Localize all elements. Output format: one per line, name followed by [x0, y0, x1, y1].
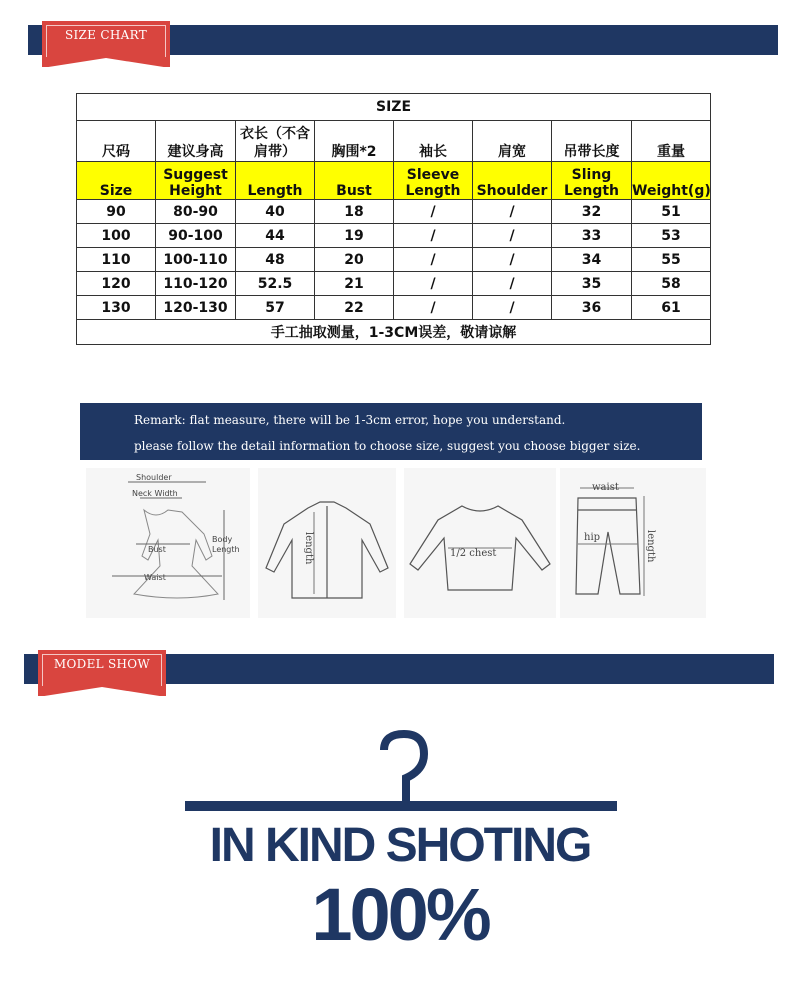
shirt-icon: [258, 468, 396, 618]
table-cell: /: [473, 224, 552, 248]
table-cell: 35: [552, 272, 632, 296]
hanger-icon: [370, 728, 450, 806]
dress-bust-label: Bust: [148, 545, 166, 554]
dress-measure-diagram: [86, 468, 250, 618]
table-cell: 48: [236, 248, 315, 272]
pants-length-label: length: [645, 530, 656, 563]
cn-header: 尺码: [77, 121, 156, 162]
size-table: [76, 93, 710, 346]
table-cell: 33: [552, 224, 632, 248]
size-chart-label: SIZE CHART: [64, 28, 147, 42]
table-cell: 20: [315, 248, 394, 272]
table-cell: 22: [315, 296, 394, 320]
pants-measure-diagram: [560, 468, 706, 618]
en-header: Sling Length: [552, 162, 632, 200]
cn-header: 胸围*2: [315, 121, 394, 162]
en-header: Size: [77, 162, 156, 200]
table-cell: /: [473, 248, 552, 272]
table-cell: 40: [236, 200, 315, 224]
en-header: Weight(g): [632, 162, 711, 200]
sweater-icon: [404, 468, 556, 618]
hanger-bar: [185, 801, 617, 811]
dress-neck-label: Neck Width: [132, 489, 178, 498]
table-cell: 110: [77, 248, 156, 272]
table-cell: 21: [315, 272, 394, 296]
table-cell: 57: [236, 296, 315, 320]
table-cell: 34: [552, 248, 632, 272]
table-cell: 52.5: [236, 272, 315, 296]
table-cell: 90: [77, 200, 156, 224]
table-cell: /: [394, 272, 473, 296]
hero-title: IN KIND SHOTING: [209, 819, 591, 872]
size-chart-ribbon: [42, 21, 170, 67]
size-chart-banner: [28, 25, 778, 55]
table-cell: 18: [315, 200, 394, 224]
shirt-measure-diagram: [258, 468, 396, 618]
table-row: [77, 200, 711, 224]
table-cell: 51: [632, 200, 711, 224]
en-header: Length: [236, 162, 315, 200]
table-cell: /: [394, 296, 473, 320]
en-header: Shoulder: [473, 162, 552, 200]
shirt-length-label: length: [303, 532, 314, 565]
model-show-label: MODEL SHOW: [53, 657, 151, 671]
sweater-measure-diagram: [404, 468, 556, 618]
en-header: Suggest Height: [156, 162, 236, 200]
cn-header: 衣长（不含肩带）: [236, 121, 315, 162]
table-row: [77, 224, 711, 248]
table-cell: 120: [77, 272, 156, 296]
table-cell: /: [394, 200, 473, 224]
cn-header: 袖长: [394, 121, 473, 162]
table-cell: 110-120: [156, 272, 236, 296]
cn-header: 吊带长度: [552, 121, 632, 162]
cn-header: 建议身高: [156, 121, 236, 162]
dress-shoulder-label: Shoulder: [136, 473, 172, 482]
pants-hip-label: hip: [584, 532, 601, 543]
pants-waist-label: waist: [592, 482, 619, 493]
table-cell: /: [394, 224, 473, 248]
cn-header: 肩宽: [473, 121, 552, 162]
table-cell: 80-90: [156, 200, 236, 224]
remark-line-2: please follow the detail information to choose size, suggest you choose bigger size.: [134, 439, 641, 453]
dress-length-label: Length: [212, 545, 240, 554]
table-cell: 130: [77, 296, 156, 320]
table-cell: 120-130: [156, 296, 236, 320]
dress-icon: [86, 468, 250, 618]
pants-icon: [560, 468, 706, 618]
table-row: [77, 272, 711, 296]
table-note: 手工抽取测量，1-3CM误差，敬请谅解: [77, 320, 711, 345]
remark-line-1: Remark: flat measure, there will be 1-3cm error, hope you understand.: [134, 413, 566, 427]
table-cell: 100: [77, 224, 156, 248]
table-cell: 36: [552, 296, 632, 320]
en-header: Sleeve Length: [394, 162, 473, 200]
table-cell: 44: [236, 224, 315, 248]
cn-header-row: [77, 121, 711, 162]
dress-waist-label: Waist: [144, 573, 166, 582]
table-cell: 100-110: [156, 248, 236, 272]
table-cell: 90-100: [156, 224, 236, 248]
en-header-row: [77, 162, 711, 200]
table-cell: /: [394, 248, 473, 272]
table-cell: 32: [552, 200, 632, 224]
dress-body-label: Body: [212, 535, 233, 544]
model-show-banner: [24, 654, 774, 684]
table-cell: /: [473, 296, 552, 320]
remark-box: [80, 403, 702, 460]
table-cell: 61: [632, 296, 711, 320]
table-cell: 19: [315, 224, 394, 248]
sweater-chest-label: 1/2 chest: [450, 548, 497, 559]
table-cell: /: [473, 200, 552, 224]
table-row: [77, 248, 711, 272]
en-header: Bust: [315, 162, 394, 200]
table-title: SIZE: [77, 94, 711, 121]
table-cell: 53: [632, 224, 711, 248]
table-cell: 58: [632, 272, 711, 296]
table-cell: /: [473, 272, 552, 296]
cn-header: 重量: [632, 121, 711, 162]
table-cell: 55: [632, 248, 711, 272]
model-show-ribbon: [38, 650, 166, 696]
hero-percent: 100%: [311, 873, 489, 956]
table-row: [77, 296, 711, 320]
